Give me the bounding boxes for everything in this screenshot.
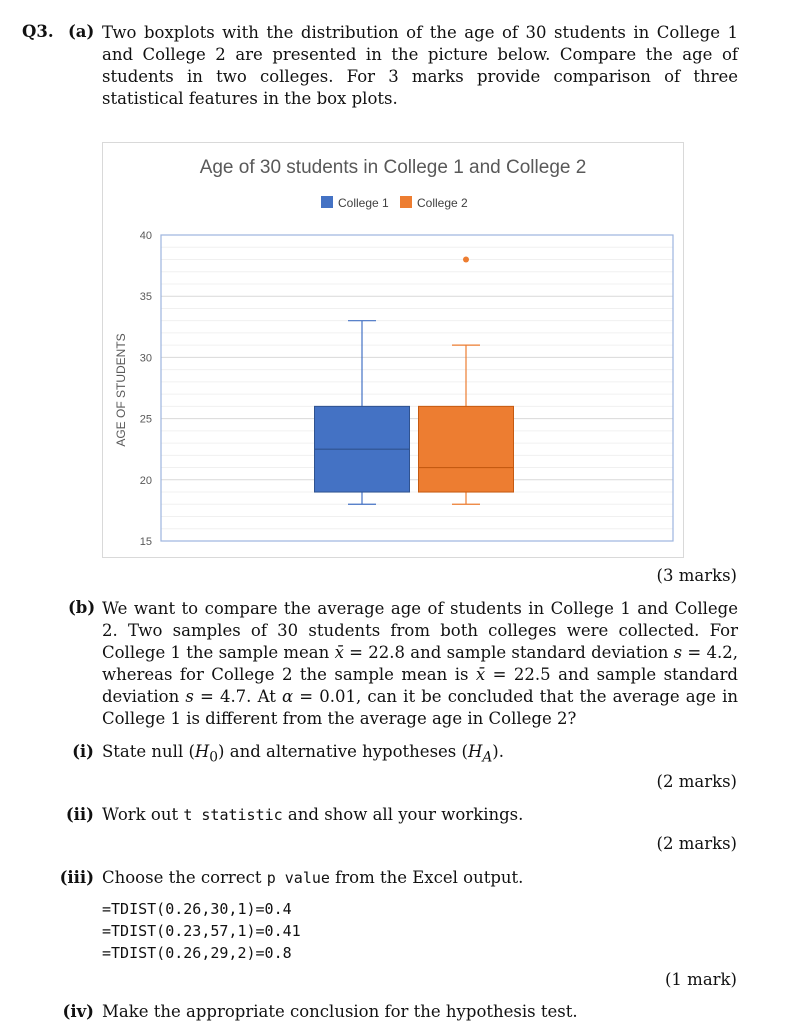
legend-label-college-2: College 2	[417, 196, 468, 210]
part-iv-label: (iv)	[62, 1002, 94, 1021]
part-ii-text-pre: Work out	[102, 805, 184, 824]
y-tick-label: 40	[139, 230, 152, 242]
part-iii-text-post: from the Excel output.	[329, 868, 524, 887]
excel-option-2: =TDIST(0.23,57,1)=0.41	[102, 922, 301, 940]
chart-legend	[321, 196, 468, 210]
part-ii-marks: (2 marks)	[656, 834, 737, 853]
legend-label-college-1: College 1	[338, 196, 389, 210]
legend-swatch-college-2	[400, 196, 412, 208]
y-axis-label: AGE OF STUDENTS	[114, 333, 128, 447]
chart-title: Age of 30 students in College 1 and College 2	[199, 157, 587, 178]
outlier-point-college-2	[463, 256, 469, 262]
chart-svg	[103, 143, 683, 557]
part-ii-code: t statistic	[183, 806, 283, 824]
part-b-text: We want to compare the average age of students in College 1 and College 2. Two samples of 30 students from both colleges were collected. For College 1 the sample mean x̄ = 22.8 and sample standard deviation s = 4.2, whereas for College 2 the sample mean is x̄ = 22.5 and sample standard deviation s = 4.7. At α = 0.01, can it be concluded that the average age in College 1 is different from the average age in College 2?	[102, 599, 738, 728]
part-i-text: State null $(H_0)$ and alternative hypotheses $(H_A)$.	[102, 742, 504, 766]
part-i-label: (i)	[72, 742, 94, 761]
part-iii-text-pre: Choose the correct	[102, 868, 267, 887]
box-college-2	[419, 406, 514, 492]
part-iii-code: p value	[266, 869, 330, 887]
excel-output	[102, 898, 301, 964]
plot-area	[140, 230, 673, 548]
y-tick-label: 20	[139, 474, 152, 487]
part-ii-text-post: and show all your workings.	[282, 805, 524, 824]
part-ii-label: (ii)	[65, 805, 94, 824]
part-iv-text: Make the appropriate conclusion for the hypothesis test.	[102, 1002, 578, 1021]
excel-option-3: =TDIST(0.26,29,2)=0.8	[102, 944, 292, 962]
part-a-text: Two boxplots with the distribution of the age of 30 students in College 1 and College 2 are presented in the picture below. Compare the age of students in two colleges. For 3 marks provide comparison of three statistical features in the box plots.	[102, 23, 738, 108]
part-iii-text	[102, 868, 523, 887]
part-ii-text	[102, 805, 523, 824]
legend-swatch-college-1	[321, 196, 333, 208]
boxplot-chart	[102, 142, 684, 558]
part-iii-label: (iii)	[59, 868, 94, 887]
y-tick-label: 30	[139, 352, 152, 365]
plot-border	[161, 235, 673, 541]
y-tick-label: 15	[139, 536, 152, 548]
y-tick-label: 35	[139, 291, 152, 304]
part-iii-marks: (1 mark)	[665, 970, 737, 989]
question-label: Q3.	[22, 22, 54, 41]
part-b-label: (b)	[68, 598, 96, 617]
y-tick-label: 25	[139, 413, 152, 426]
part-a-marks: (3 marks)	[656, 566, 737, 585]
part-i-marks: (2 marks)	[656, 772, 737, 791]
part-a-label: (a)	[68, 22, 95, 41]
excel-option-1: =TDIST(0.26,30,1)=0.4	[102, 900, 292, 918]
